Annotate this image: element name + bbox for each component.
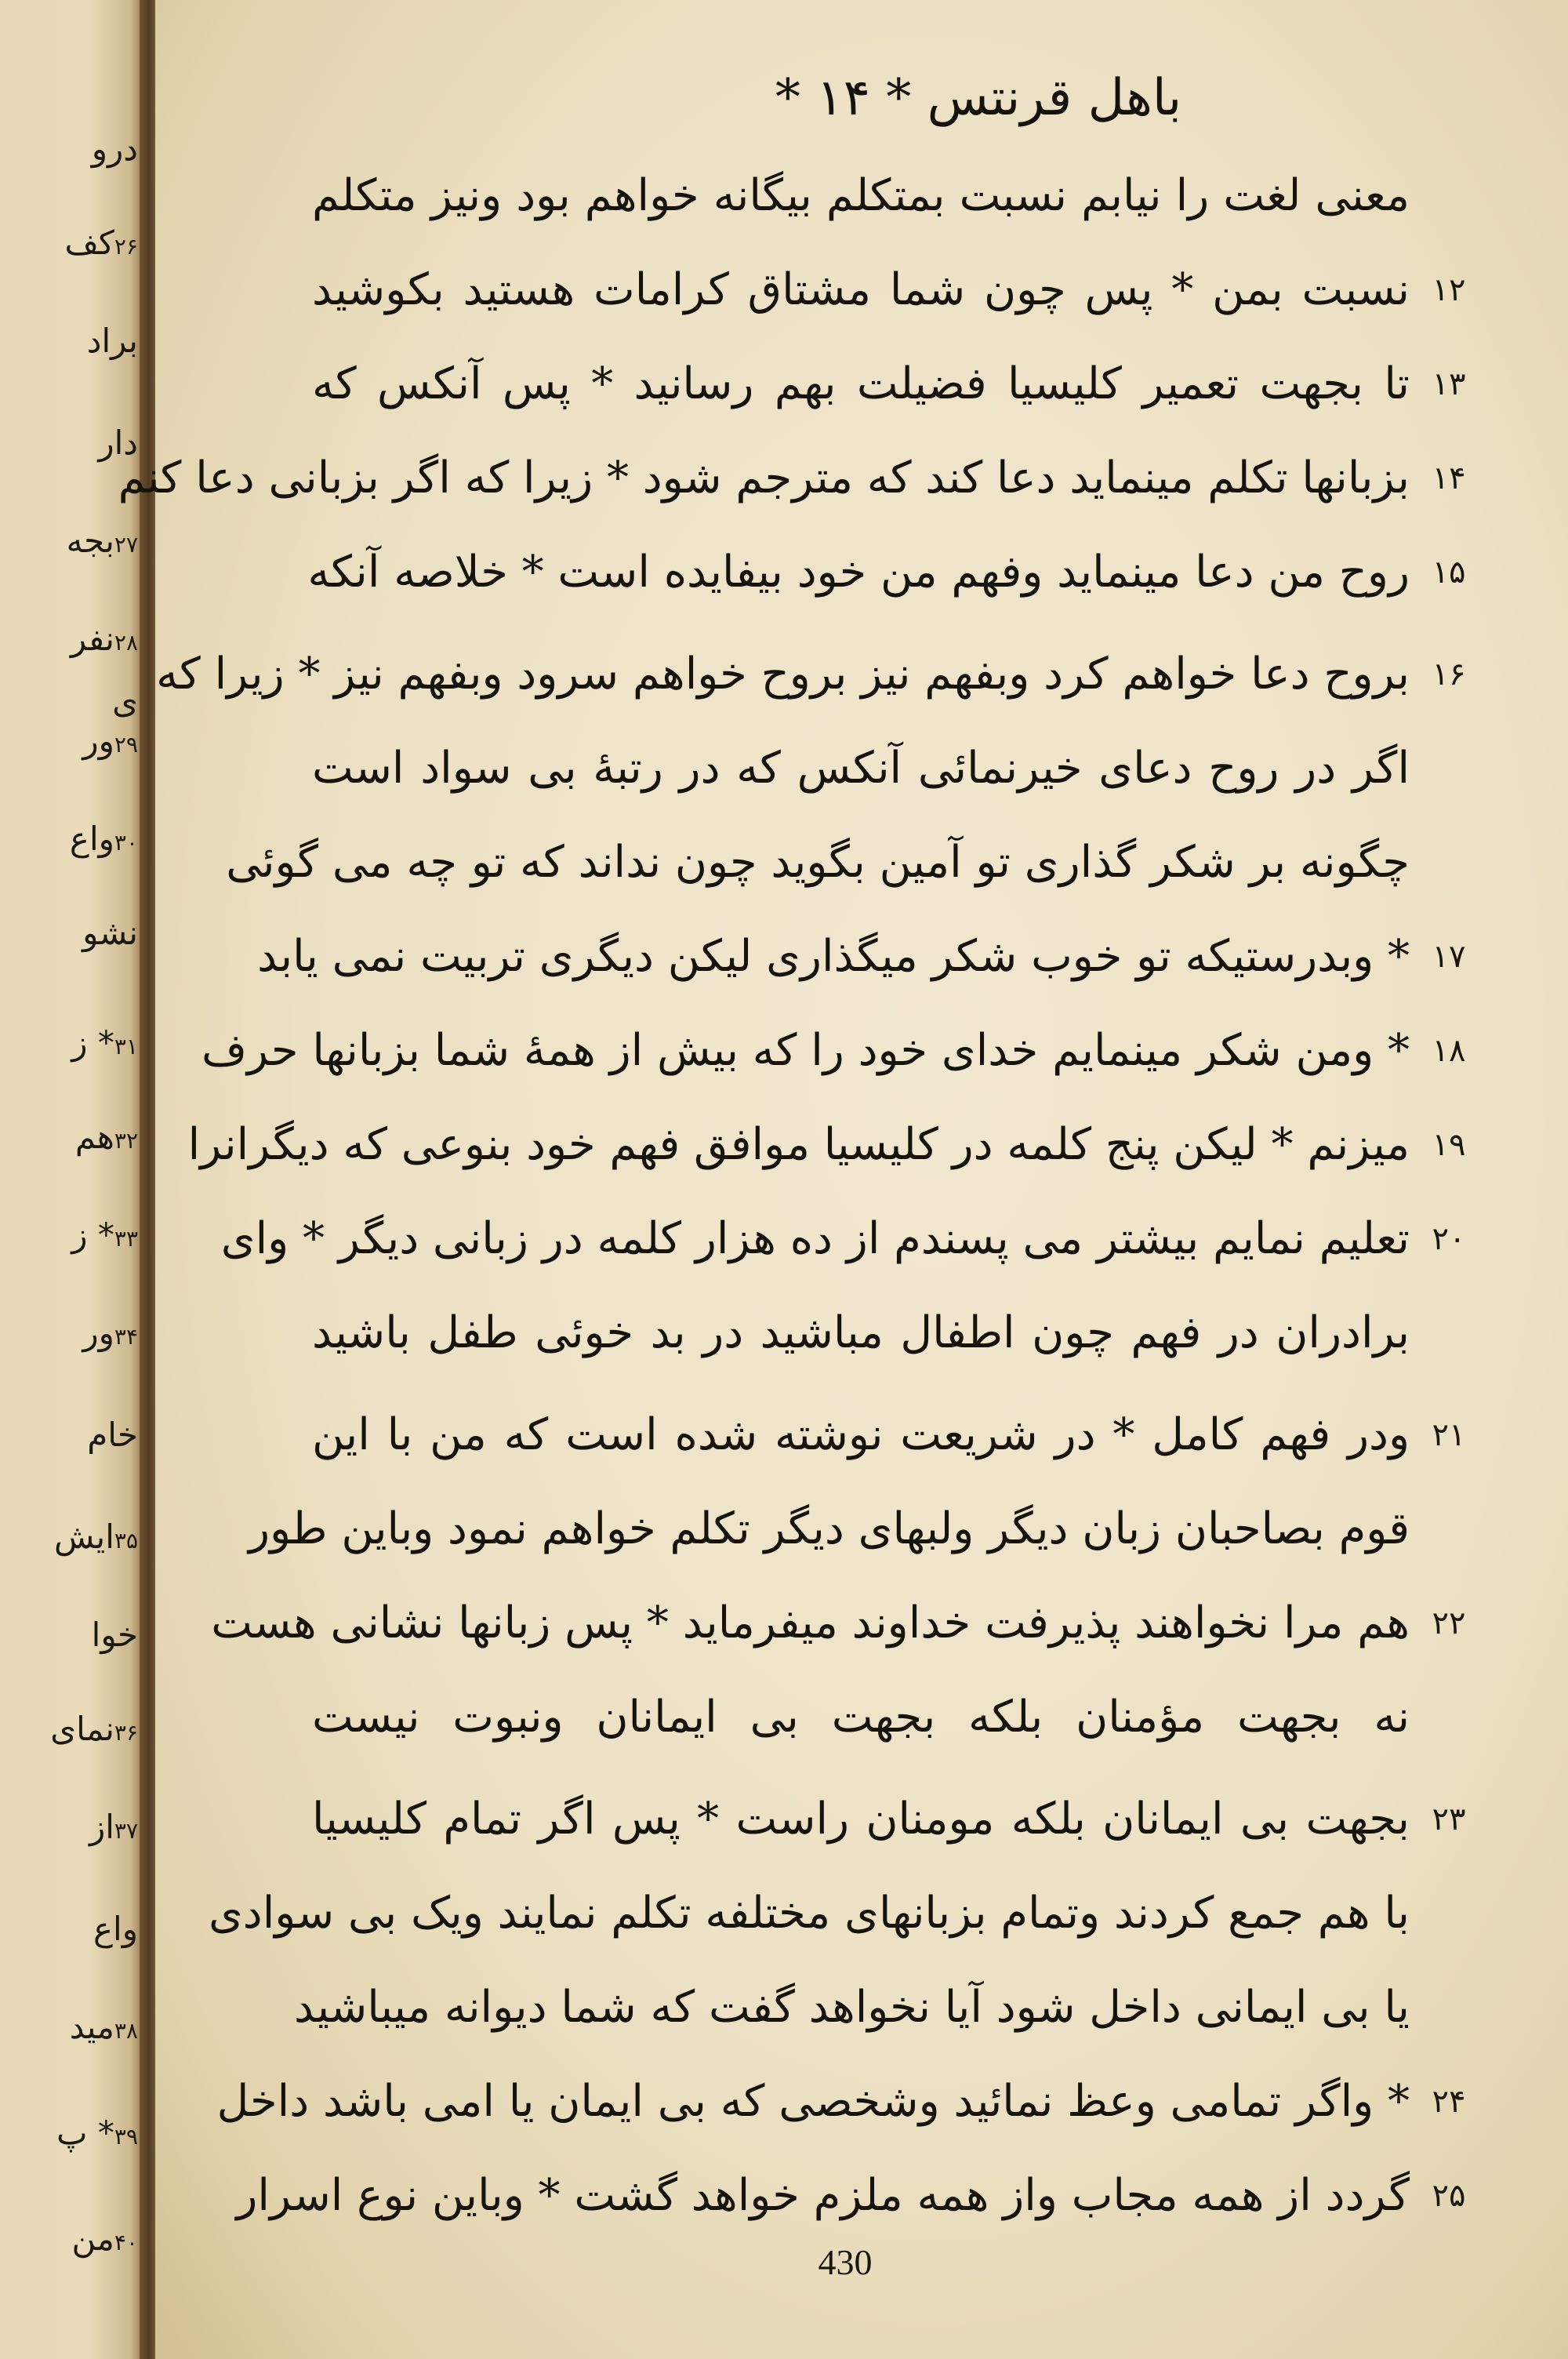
left-page-line: ۳۸مید: [69, 2008, 138, 2046]
text-line: * واگر تمامی وعظ نمائید وشخصی که بی ایمان یا امی باشد داخل: [216, 2076, 1410, 2127]
verse-number: [1417, 1968, 1480, 2047]
verse-number: ۱۵: [1432, 554, 1466, 591]
left-page-line: ۲۷بجه: [66, 522, 138, 560]
verse-number: [1417, 1874, 1480, 1953]
text-line: تعلیم نمایم بیشتر می پسندم از ده هزار کلمه در زبانی دیگر * وای: [220, 1213, 1410, 1264]
left-page-line: خوا: [91, 1616, 138, 1654]
verse-number: [1417, 1678, 1480, 1757]
text-line: یا بی ایمانی داخل شود آیا نخواهد گفت که شما دیوانه میباشید: [294, 1982, 1410, 2033]
text-line: بروح دعا خواهم کرد وبفهم نیز بروح خواهم سرود وبفهم نیز * زیرا که: [156, 649, 1410, 700]
verse-number: [1417, 1294, 1480, 1372]
left-page-line: ۳۵ایش: [54, 1518, 138, 1556]
verse-number: ۲۴: [1432, 2084, 1466, 2120]
left-page-line: ۲۸نفر: [70, 620, 138, 658]
verse-number: ۲۱: [1432, 1417, 1466, 1453]
verse-number: [1417, 157, 1480, 235]
text-line: چگونه بر شکر گذاری تو آمین بگوید چون نداند که تو چه می گوئی: [226, 837, 1410, 888]
text-line: برادران در فهم چون اطفال مباشید در بد خوئی طفل باشید: [312, 1307, 1410, 1358]
left-page-line: ۳۹* پ: [56, 2114, 138, 2152]
verse-number: ۲۳: [1432, 1801, 1466, 1837]
verse-number: ۱۴: [1432, 460, 1466, 496]
left-page-line: ۲۶کف: [64, 224, 138, 262]
text-line: اگر در روح دعای خیرنمائی آنکس که در رتبهٔ بی سواد است: [312, 743, 1410, 794]
left-page-line: ۳۳* ز: [71, 1216, 138, 1254]
verse-number: ۲۲: [1432, 1605, 1466, 1641]
text-line: * وبدرستیکه تو خوب شکر میگذاری لیکن دیگری تربیت نمی یابد: [257, 931, 1410, 982]
text-line: بزبانها تکلم مینماید دعا کند که مترجم شود * زیرا که اگر بزبانی دعا کنم: [118, 453, 1410, 503]
text-line: با هم جمع کردند وتمام بزبانهای مختلفه تکلم نمایند ویک بی سوادی: [208, 1888, 1410, 1939]
left-page-line: ۳۱* ز: [71, 1023, 138, 1062]
verse-number: ۱۹: [1432, 1127, 1466, 1163]
text-line: ودر فهم کامل * در شریعت نوشته شده است که من با این: [312, 1409, 1410, 1460]
text-line: روح من دعا مینماید وفهم من خود بیفایده است * خلاصه آنکه: [307, 547, 1410, 598]
verse-number: ۱۶: [1432, 656, 1466, 692]
verse-number: ۲۰: [1432, 1221, 1466, 1257]
left-page-line: ۳۴ور: [82, 1314, 138, 1352]
previous-page-strip: [0, 0, 145, 2359]
verse-number: ۱۷: [1432, 939, 1466, 975]
text-line: گردد از همه مجاب واز همه ملزم خواهد گشت * وباین نوع اسرار: [236, 2170, 1410, 2221]
text-line: قوم بصاحبان زبان دیگر ولبهای دیگر تکلم خواهم نمود وباین طور: [248, 1503, 1410, 1554]
text-line: میزنم * لیکن پنج کلمه در کلیسیا موافق فهم خود بنوعی که دیگرانرا: [187, 1119, 1410, 1170]
verse-number: [1417, 729, 1480, 808]
verse-number: ۱۲: [1432, 272, 1466, 308]
left-page-line: ۴۰من: [71, 2219, 138, 2258]
page-number: 430: [818, 2242, 873, 2282]
verse-number: [1417, 823, 1480, 902]
running-header: باهل قرنتس * ۱۴ *: [775, 69, 1182, 127]
left-page-line: براد: [86, 322, 138, 360]
text-line: تا بجهت تعمیر کلیسیا فضیلت بهم رسانید * پس آنکس که: [312, 358, 1410, 409]
left-page-line: دار: [98, 423, 138, 462]
text-line: معنی لغت را نیابم نسبت بمتکلم بیگانه خواهم بود ونیز متکلم: [312, 170, 1410, 221]
left-page-line: درو: [91, 129, 138, 168]
text-line: بجهت بی ایمانان بلکه مومنان راست * پس اگر تمام کلیسیا: [312, 1794, 1410, 1845]
text-line: نه بجهت مؤمنان بلکه بجهت بی ایمانان ونبوت نیست: [312, 1692, 1410, 1743]
text-line: نسبت بمن * پس چون شما مشتاق کرامات هستید بکوشید: [312, 264, 1410, 315]
left-page-line: ۳۷از: [89, 1808, 138, 1846]
left-page-line: ۳۲هم: [74, 1118, 138, 1156]
left-page-line: نشو: [82, 914, 138, 952]
left-page-line: خام: [87, 1416, 138, 1454]
text-line: هم مرا نخواهند پذیرفت خداوند میفرماید * پس زبانها نشانی هست: [211, 1598, 1410, 1648]
left-page-line: ۲۹ور: [82, 722, 138, 760]
verse-number: ۲۵: [1432, 2178, 1466, 2214]
left-page-line: ۳۰واع: [69, 820, 138, 858]
left-page-line: واع: [93, 1910, 138, 1948]
left-page-line: ی: [112, 682, 138, 721]
verse-number: ۱۳: [1432, 366, 1466, 402]
left-page-line: ۳۶نمای: [50, 1710, 138, 1748]
text-line: * ومن شکر مینمایم خدای خود را که بیش از همهٔ شما بزبانها حرف: [201, 1025, 1410, 1076]
verse-number: [1417, 1490, 1480, 1568]
verse-number: ۱۸: [1432, 1033, 1466, 1069]
